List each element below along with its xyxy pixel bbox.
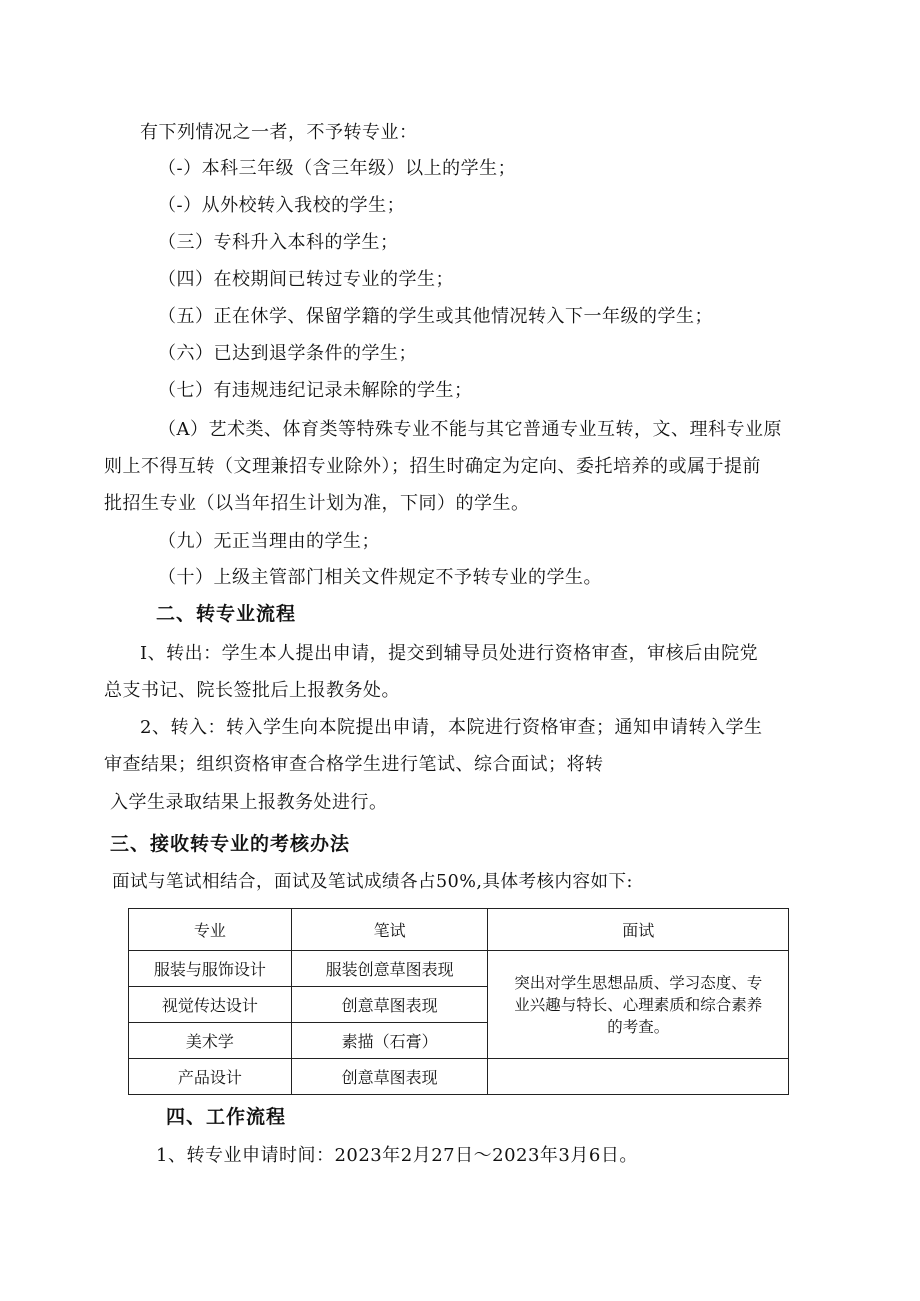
- table-cell-interview: [488, 951, 789, 1059]
- list-item-8-line3: 批招生专业（以当年招生计划为准，下同）的学生。: [104, 493, 530, 514]
- transfer-in-line1: 2、转入：转入学生向本院提出申请，本院进行资格审查；通知申请转入学生: [140, 717, 763, 738]
- table-cell-major: 美术学: [129, 1023, 292, 1059]
- list-item: （六）已达到退学条件的学生；: [158, 343, 417, 364]
- list-item: （五）正在休学、保留学籍的学生或其他情况转入下一年级的学生；: [158, 306, 713, 327]
- table-cell-empty: [488, 1059, 789, 1095]
- interview-line3: 的考查。: [607, 1017, 670, 1036]
- list-item-8-line1: （A）艺术类、体育类等特殊专业不能与其它普通专业互转，文、理科专业原: [158, 419, 782, 440]
- table-row: [129, 951, 789, 987]
- table-header-interview: 面试: [488, 909, 789, 951]
- list-item: （四）在校期间已转过专业的学生；: [158, 269, 454, 290]
- table-cell-written: 创意草图表现: [291, 1059, 488, 1095]
- table-cell-major: 服装与服饰设计: [129, 951, 292, 987]
- list-item: （-）本科三年级（含三年级）以上的学生；: [158, 158, 517, 179]
- list-item: （三）专科升入本科的学生；: [158, 232, 399, 253]
- section-3-description: 面试与笔试相结合，面试及笔试成绩各占50%,具体考核内容如下:: [112, 872, 633, 892]
- application-time: 1、转专业申请时间：2023年2月27日～2023年3月6日。: [156, 1145, 638, 1166]
- list-item: （-）从外校转入我校的学生；: [158, 195, 406, 216]
- assessment-table: [128, 908, 789, 1095]
- interview-line1: 突出对学生思想品质、学习态度、专: [514, 973, 763, 992]
- list-item-8-line2: 则上不得互转（文理兼招专业除外）；招生时确定为定向、委托培养的或属于提前: [104, 456, 761, 477]
- table-header-major: 专业: [129, 909, 292, 951]
- table-cell-written: 创意草图表现: [291, 987, 488, 1023]
- section-4-heading: 四、工作流程: [166, 1106, 287, 1128]
- table-header-row: [129, 909, 789, 951]
- list-item-10: （十）上级主管部门相关文件规定不予转专业的学生。: [158, 567, 602, 588]
- transfer-in-line3: 入学生录取结果上报教务处进行。: [110, 792, 388, 813]
- intro-text: 有下列情况之一者，不予转专业：: [140, 122, 418, 143]
- table-cell-major: 视觉传达设计: [129, 987, 292, 1023]
- transfer-out-line1: I、转出：学生本人提出申请，提交到辅导员处进行资格审查，审核后由院党: [140, 643, 759, 664]
- table-cell-major: 产品设计: [129, 1059, 292, 1095]
- list-item: （七）有违规违纪记录未解除的学生；: [158, 380, 473, 401]
- transfer-in-line2: 审查结果；组织资格审查合格学生进行笔试、综合面试；将转: [104, 754, 604, 775]
- section-3-heading: 三、接收转专业的考核办法: [110, 833, 351, 855]
- table-row: [129, 1059, 789, 1095]
- table-cell-written: 素描（石膏）: [291, 1023, 488, 1059]
- table-header-written: 笔试: [291, 909, 488, 951]
- list-item-9: （九）无正当理由的学生；: [158, 531, 380, 552]
- table-cell-written: 服装创意草图表现: [291, 951, 488, 987]
- interview-line2: 业兴趣与特长、心理素质和综合素养: [514, 995, 763, 1014]
- transfer-out-line2: 总支书记、院长签批后上报教务处。: [104, 680, 400, 701]
- section-2-heading: 二、转专业流程: [156, 603, 297, 625]
